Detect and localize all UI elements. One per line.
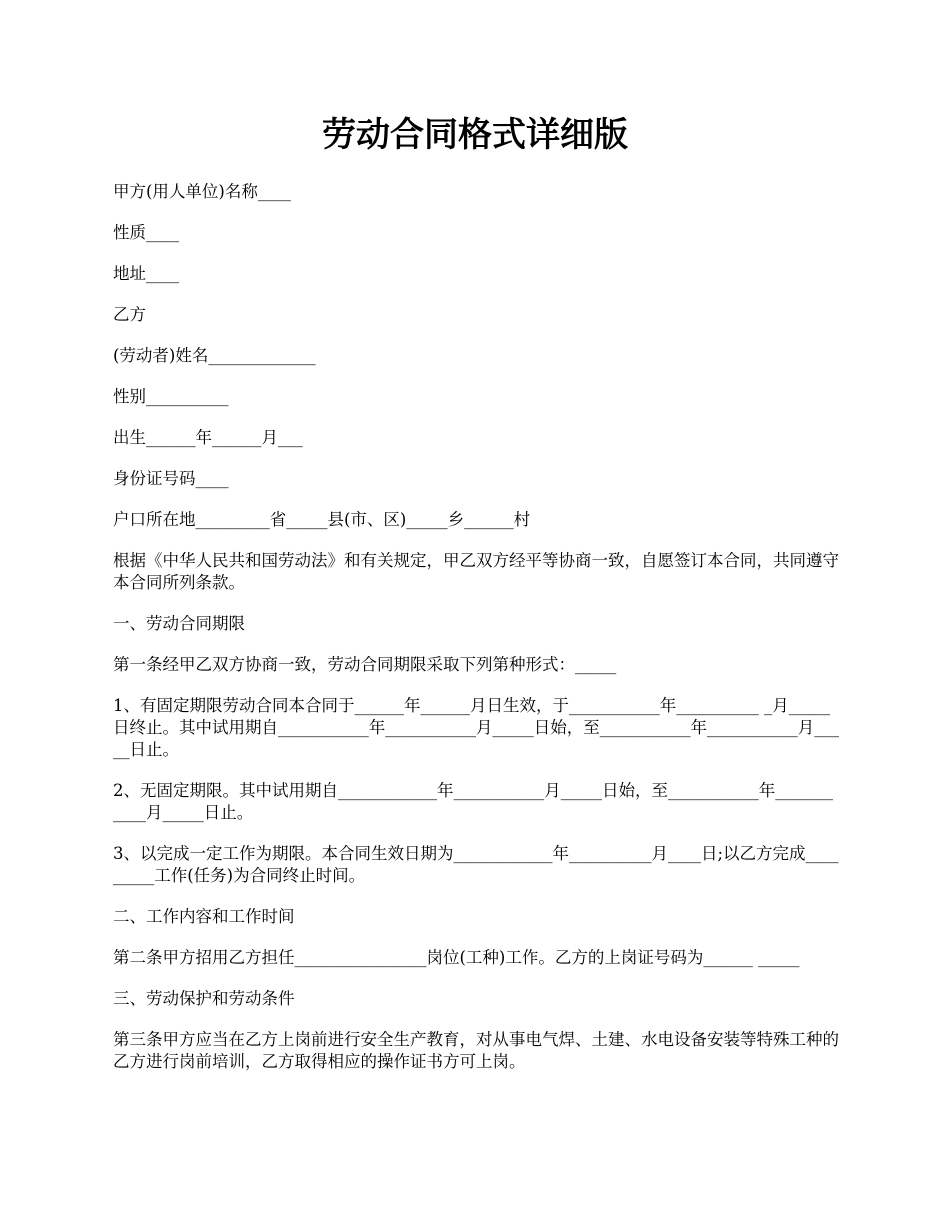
paragraph-article-3: 第三条甲方应当在乙方上岗前进行安全生产教育，对从事电气焊、土建、水电设备安装等特殊工种的乙方进行岗前培训，乙方取得相应的操作证书方可上岗。: [113, 1030, 839, 1071]
section-heading-work: 二、工作内容和工作时间: [113, 907, 295, 926]
document-title: 劳动合同格式详细版: [322, 115, 628, 155]
paragraph-article-2: 第二条甲方招用乙方担任________________岗位(工种)工作。乙方的上岗证号码为______ _____: [113, 948, 800, 967]
paragraph-birth: 出生______年______月___: [113, 428, 303, 447]
paragraph-fixed-term: 1、有固定期限劳动合同本合同于______年______月日生效，于___________年__________ _月_____日终止。其中试用期自___________年___________月_____日始，至___________年___________月_____日止。: [113, 696, 839, 759]
paragraph-task-term: 3、以完成一定工作为期限。本合同生效日期为____________年__________月____日;以乙方完成_________工作(任务)为合同终止时间。: [113, 844, 839, 885]
paragraph-nature: 性质____: [113, 223, 179, 242]
paragraph-household: 户口所在地_________省_____县(市、区)_____乡______村: [113, 510, 531, 529]
paragraph-open-term: 2、无固定期限。其中试用期自____________年___________月_____日始，至___________年___________月_____日止。: [113, 781, 833, 822]
paragraph-address: 地址____: [113, 264, 179, 283]
paragraph-article-1: 第一条经甲乙双方协商一致，劳动合同期限采取下列第种形式：_____: [113, 655, 617, 674]
document-body: [113, 181, 840, 1092]
section-heading-term: 一、劳动合同期限: [113, 614, 245, 633]
paragraph-worker-name: (劳动者)姓名_____________: [113, 346, 316, 365]
paragraph-party-b: 乙方: [113, 305, 146, 324]
paragraph-preamble: 根据《中华人民共和国劳动法》和有关规定，甲乙双方经平等协商一致，自愿签订本合同，共同遵守本合同所列条款。: [113, 551, 839, 592]
section-heading-protection: 三、劳动保护和劳动条件: [113, 989, 295, 1008]
paragraph-id-number: 身份证号码____: [113, 469, 229, 488]
paragraph-gender: 性别__________: [113, 387, 229, 406]
paragraph-employer-name: 甲方(用人单位)名称____: [113, 182, 291, 201]
